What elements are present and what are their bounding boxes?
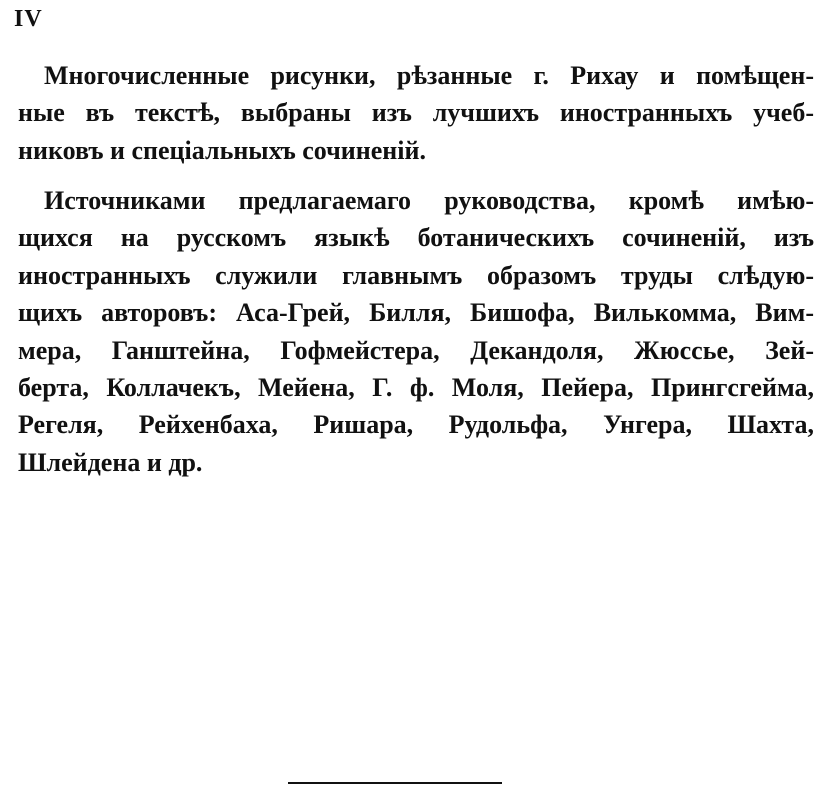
page-number: IV	[14, 6, 43, 32]
text-line: берта, Коллачекъ, Мейена, Г. ф. Моля, Пейера, Прингсгейма,	[18, 372, 814, 402]
text-line: Регеля, Рейхенбаха, Ришара, Рудольфа, Унгера, Шахта,	[18, 410, 814, 440]
paragraph-sources	[18, 182, 814, 481]
closing-rule	[288, 782, 502, 784]
text-line: щихся на русскомъ языкѣ ботаническихъ сочиненій, изъ	[18, 223, 814, 253]
text-line: никовъ и спеціальныхъ сочиненій.	[18, 135, 426, 165]
text-line: мера, Ганштейна, Гофмейстера, Декандоля, Жюссье, Зей-	[18, 335, 814, 365]
text-line: ные въ текстѣ, выбраны изъ лучшихъ иностранныхъ учеб-	[18, 98, 814, 128]
paragraph-illustrations	[18, 57, 814, 169]
text-line: Источниками предлагаемаго руководства, кромѣ имѣю-	[44, 186, 814, 215]
text-line: Многочисленные рисунки, рѣзанные г. Рихау и помѣщен-	[44, 61, 814, 90]
text-line: щихъ авторовъ: Аса-Грей, Билля, Бишофа, Вилькомма, Вим-	[18, 298, 814, 328]
text-line: Шлейдена и др.	[18, 447, 203, 477]
text-line: иностранныхъ служили главнымъ образомъ труды слѣдую-	[18, 260, 814, 290]
